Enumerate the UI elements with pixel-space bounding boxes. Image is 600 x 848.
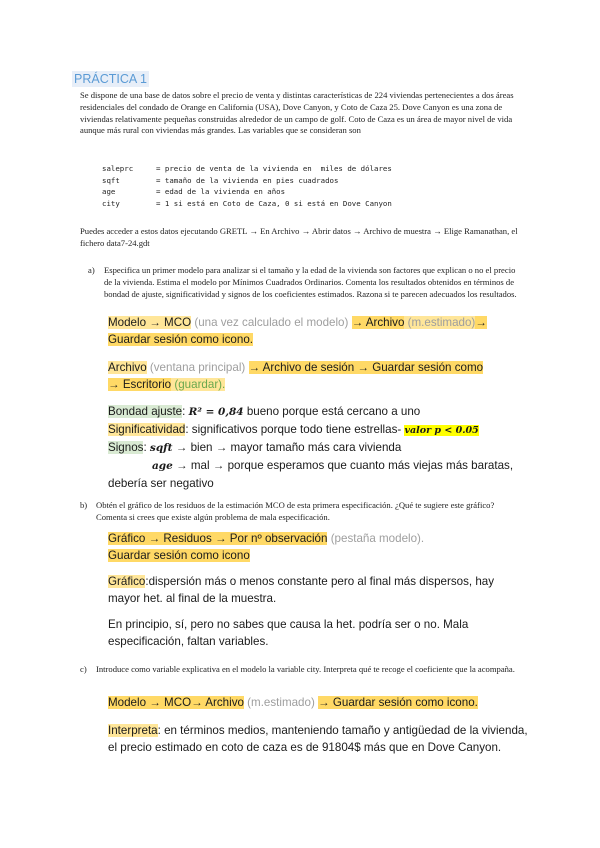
menu-path: → Archivo de sesión → Guardar sesión como (248, 361, 484, 374)
bondad-text: bueno porque está cercano a uno (243, 405, 421, 418)
answer-a-line2 (108, 359, 528, 393)
answer-b-grafico (108, 573, 528, 607)
sig-text: : significativos porque todo tiene estrellas- (185, 423, 405, 436)
note: (ventana principal) (146, 361, 249, 374)
variable-desc: = edad de la vivienda en años (156, 187, 286, 196)
sqft-text: → bien → mayor tamaño más cara vivienda (172, 441, 402, 454)
menu-path: Archivo (108, 361, 147, 374)
variable-name: sqft (102, 175, 120, 185)
answer-c-interpreta (108, 722, 528, 756)
access-instructions: Puedes acceder a estos datos ejecutando GRETL → En Archivo → Abrir datos → Archivo de muestra → Elige Ramanathan, el fichero data7-24.gdt (80, 226, 518, 248)
variable-row (102, 175, 392, 187)
sqft-var: sqft (149, 442, 173, 454)
age-var: age (152, 460, 173, 472)
menu-path: → Archivo (351, 316, 405, 329)
r2-equation: R² = 0,84 (188, 406, 244, 418)
pvalue-equation: valor p < 0.05 (404, 425, 479, 436)
signos-label: Signos (108, 441, 144, 454)
age-text: → mal → porque esperamos que cuanto más viejas más baratas, debería ser negativo (108, 459, 514, 490)
sig-label: Significatividad (108, 423, 186, 436)
variable-row (102, 186, 392, 198)
variable-name: age (102, 187, 116, 196)
question-c-label: c) (80, 664, 87, 674)
answer-b-principio: En principio, sí, pero no sabes que causa la het. podría ser o no. Mala especificación, faltan variables. (108, 618, 469, 648)
question-a-text: Especifica un primer modelo para analizar si el tamaño y la edad de la vivienda son factores que explican o no el precio de la vivienda. Estima el modelo por Mínimos Cuadrados Ordinarios. Comenta los resultados obtenidos en términos de bondad de ajuste, significatividad y signos de los coeficientes estimados. Razona si te parecen adecuados los resultados. (104, 265, 517, 299)
variable-name: city (102, 198, 120, 208)
variable-row (102, 163, 392, 175)
question-b-label: b) (80, 500, 88, 510)
answer-b-line1 (108, 530, 528, 564)
variable-name: saleprc (102, 164, 134, 173)
note: (m.estimado) (243, 696, 319, 709)
variable-desc: = precio de venta de la vivienda en miles de dólares (156, 164, 392, 173)
question-c-text: Introduce como variable explicativa en el modelo la variable city. Interpreta qué te recoge el coeficiente que la acompaña. (96, 664, 515, 674)
variable-row (102, 198, 392, 210)
variable-desc: = tamaño de la vivienda en pies cuadrados (156, 175, 339, 185)
arrow: → (475, 316, 487, 329)
menu-path: → Escritorio (108, 378, 172, 391)
question-b-text: Obtén el gráfico de los residuos de la estimación MCO de esta primera especificación. ¿Qué te sugiere este gráfico? Comenta si crees que existe algún problema de mala especificación. (96, 500, 495, 522)
grafico-label: Gráfico (108, 575, 146, 588)
answer-a-line1 (108, 314, 528, 348)
grafico-text: :dispersión más o menos constante pero al final más dispersos, hay mayor het. al final de la muestra. (108, 575, 495, 605)
question-a-label: a) (88, 265, 95, 275)
page-title: PRÁCTICA 1 (74, 72, 147, 86)
note: (pestaña modelo). (327, 532, 425, 545)
note: (m.estimado) (404, 316, 476, 329)
interp-label: Interpreta (108, 724, 158, 737)
bondad-label: Bondad ajuste (108, 405, 183, 418)
intro-paragraph: Se dispone de una base de datos sobre el precio de venta y distintas características de 224 viviendas pertenecientes a dos áreas residenciales del condado de Orange en California (USA), Dove Canyon, y Coto de Caza 25. Dove Canyon es una zona de viviendas relativamente pequeñas construidas alrededor de un campo de golf. Coto de Caza es un área de mayor nivel de vida aunque más rural con viviendas más grandes. Las variables que se consideran son (80, 90, 514, 136)
answer-a-analysis: Bondad ajuste: R² = 0,84 bueno porque está cercano a uno Significatividad: significativos porque todo tiene estrellas- valor p < 0.05 Signos: sqft → bien → mayor tamaño más cara vivienda age → mal → porque esperamos que cuanto más viejas más baratas, debería ser negativo (108, 405, 514, 490)
menu-path: Modelo → MCO→ Archivo (108, 696, 244, 709)
menu-path: Modelo → MCO (108, 316, 192, 329)
menu-path: Guardar sesión como icono. (108, 333, 253, 346)
note: (una vez calculado el modelo) (191, 316, 352, 329)
answer-c-line1 (108, 694, 528, 711)
variables-list (102, 163, 392, 209)
variable-desc: = 1 si está en Coto de Caza, 0 si está en Dove Canyon (156, 198, 392, 208)
menu-path: Gráfico → Residuos → Por nº observación (108, 532, 328, 545)
note: (guardar). (171, 378, 226, 391)
menu-path: Guardar sesión como icono (108, 549, 250, 562)
interp-text: : en términos medios, manteniendo tamaño y antigüedad de la vivienda, el precio estimado en coto de caza es de 91804$ más que en Dove Canyon. (108, 724, 528, 754)
menu-path: → Guardar sesión como icono. (318, 696, 478, 709)
